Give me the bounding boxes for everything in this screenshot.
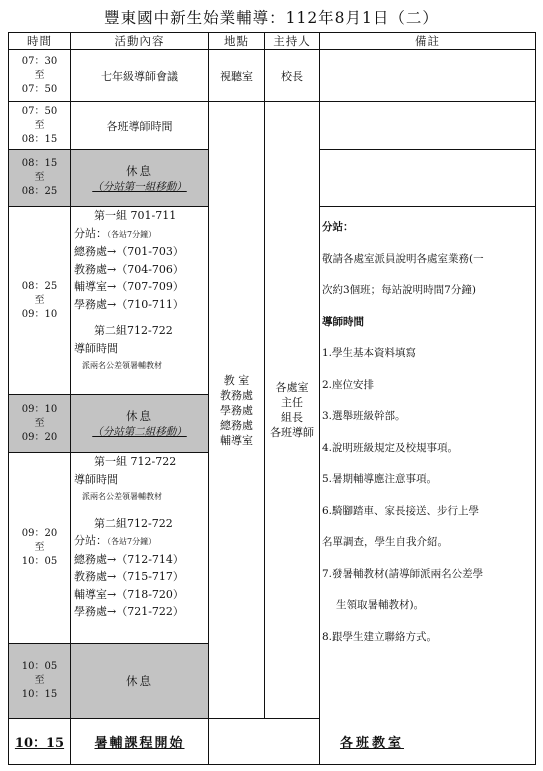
location-line: 輔導室 bbox=[220, 433, 253, 447]
activity-cell: 各班導師時間 bbox=[71, 102, 209, 150]
remarks-item: 8.跟學生建立聯絡方式。 bbox=[322, 630, 438, 643]
time-end: 07：50 bbox=[21, 83, 58, 95]
time-cell bbox=[9, 395, 71, 453]
time-to: 至 bbox=[34, 675, 45, 686]
station-note: （各站7分鐘） bbox=[107, 537, 157, 546]
activity-cell bbox=[71, 207, 209, 395]
header-time: 時間 bbox=[9, 33, 71, 50]
station-heading bbox=[74, 225, 208, 244]
time-end: 09：10 bbox=[21, 308, 58, 320]
break-subtitle: （分站第一組移動） bbox=[92, 180, 187, 193]
location-line: 學務處 bbox=[220, 403, 253, 417]
remarks-item: 4.說明班級規定及校規事項。 bbox=[322, 441, 459, 454]
time-to: 至 bbox=[34, 294, 45, 306]
remarks-item: 3.選舉班級幹部。 bbox=[322, 410, 406, 422]
time-start: 07：30 bbox=[21, 55, 58, 67]
mentor-time: 導師時間 bbox=[74, 472, 118, 486]
host-line: 各處室 bbox=[275, 381, 309, 394]
time-start: 09：10 bbox=[21, 403, 58, 415]
group-title: 第二組712-722 bbox=[94, 516, 173, 530]
station-line: 輔導室→（707-709） bbox=[74, 280, 184, 293]
remarks-title: 分站： bbox=[322, 221, 354, 233]
time-to: 至 bbox=[34, 417, 45, 429]
footer-time: 10：15 bbox=[9, 719, 71, 765]
remarks-item: 7.發暑輔教材(請導師派兩名公差學 bbox=[322, 567, 484, 580]
station-heading bbox=[74, 532, 208, 551]
station-line: 學務處→（721-722） bbox=[74, 605, 184, 618]
time-start: 08：25 bbox=[21, 280, 58, 292]
host-cell: 校長 bbox=[265, 50, 320, 102]
footer-classroom: 各班教室 bbox=[209, 719, 536, 765]
station-label: 分站： bbox=[74, 534, 107, 547]
break-cell bbox=[71, 150, 209, 207]
break-title: 休息 bbox=[126, 409, 153, 423]
break-cell: 休息 bbox=[71, 644, 209, 719]
group-title: 第一組 712-722 bbox=[94, 455, 177, 468]
location-line: 教 室 bbox=[223, 373, 250, 387]
remarks-cell bbox=[320, 207, 536, 765]
table-row bbox=[9, 50, 536, 102]
location-line: 教務處 bbox=[220, 388, 253, 402]
textbook-note: 派兩名公差領暑輔教材 bbox=[82, 361, 162, 370]
time-start: 09：20 bbox=[21, 528, 58, 539]
remarks-item: 6.騎腳踏車、家長接送、步行上學 bbox=[322, 504, 480, 517]
remarks-line: 次約3個班；每站說明時間7分鐘) bbox=[322, 284, 476, 296]
station-label: 分站： bbox=[74, 226, 107, 240]
header-remarks: 備註 bbox=[320, 33, 536, 50]
host-line: 組長 bbox=[281, 411, 303, 424]
station-line: 學務處→（710-711） bbox=[74, 297, 184, 311]
time-cell bbox=[9, 453, 71, 644]
time-to: 至 bbox=[34, 542, 45, 553]
station-note: （各站7分鐘） bbox=[107, 229, 157, 239]
footer-row bbox=[9, 719, 536, 765]
time-to: 至 bbox=[34, 69, 45, 81]
group-title: 第二組712-722 bbox=[94, 324, 173, 337]
remarks-item: 5.暑期輔導應注意事項。 bbox=[322, 473, 438, 485]
time-cell bbox=[9, 102, 71, 150]
time-cell bbox=[9, 644, 71, 719]
remarks-item: 1.學生基本資料填寫 bbox=[322, 347, 417, 359]
merged-location-cell bbox=[209, 102, 265, 719]
time-cell bbox=[9, 207, 71, 395]
station-line: 教務處→（704-706） bbox=[74, 262, 184, 276]
time-end: 08：25 bbox=[21, 186, 58, 197]
time-cell bbox=[9, 150, 71, 207]
time-start: 10：05 bbox=[21, 661, 58, 672]
header-location: 地點 bbox=[209, 33, 265, 50]
remarks-cell-empty bbox=[320, 50, 536, 102]
host-line: 主任 bbox=[281, 396, 303, 409]
table-row bbox=[9, 102, 536, 150]
time-end: 09：20 bbox=[21, 431, 58, 443]
station-line: 總務處→（712-714） bbox=[74, 552, 184, 566]
remarks-subtitle: 導師時間 bbox=[322, 315, 364, 328]
page-title: 豐東國中新生始業輔導：112年8月1日（二） bbox=[104, 9, 439, 27]
station-line: 輔導室→（718-720） bbox=[74, 587, 184, 601]
time-end: 10：15 bbox=[21, 689, 58, 700]
remarks-item: 2.座位安排 bbox=[322, 378, 375, 391]
remarks-cell-empty bbox=[320, 150, 536, 207]
header-host: 主持人 bbox=[265, 33, 320, 50]
activity-cell bbox=[71, 453, 209, 644]
remarks-cell-empty bbox=[320, 102, 536, 150]
time-to: 至 bbox=[34, 172, 45, 183]
footer-start: 暑輔課程開始 bbox=[71, 719, 209, 765]
group-title: 第一組 701-711 bbox=[94, 209, 177, 222]
header-activity: 活動內容 bbox=[71, 33, 209, 50]
activity-cell: 七年級導師會議 bbox=[71, 50, 209, 102]
header-row bbox=[9, 33, 536, 50]
break-cell bbox=[71, 395, 209, 453]
location-cell: 視聽室 bbox=[209, 50, 265, 102]
remarks-item: 名單調查，學生自我介紹。 bbox=[322, 536, 448, 548]
textbook-note: 派兩名公差領暑輔教材 bbox=[82, 492, 162, 501]
schedule-table bbox=[8, 32, 536, 765]
remarks-line: 敬請各處室派員說明各處室業務(一 bbox=[322, 252, 484, 265]
merged-host-cell bbox=[265, 102, 320, 719]
station-line: 總務處→（701-703） bbox=[74, 245, 184, 258]
time-start: 07：50 bbox=[21, 105, 58, 117]
station-line: 教務處→（715-717） bbox=[74, 570, 184, 583]
mentor-time: 導師時間 bbox=[74, 341, 118, 355]
remarks-item: 生領取暑輔教材)。 bbox=[336, 599, 425, 611]
host-line: 各班導師 bbox=[270, 426, 314, 439]
time-end: 08：15 bbox=[21, 133, 58, 145]
time-cell bbox=[9, 50, 71, 102]
break-subtitle: （分站第二組移動） bbox=[92, 426, 187, 438]
time-end: 10：05 bbox=[21, 556, 58, 567]
time-start: 08：15 bbox=[21, 158, 58, 169]
location-line: 總務處 bbox=[220, 418, 253, 432]
time-to: 至 bbox=[34, 119, 45, 131]
break-title: 休息 bbox=[126, 163, 153, 178]
